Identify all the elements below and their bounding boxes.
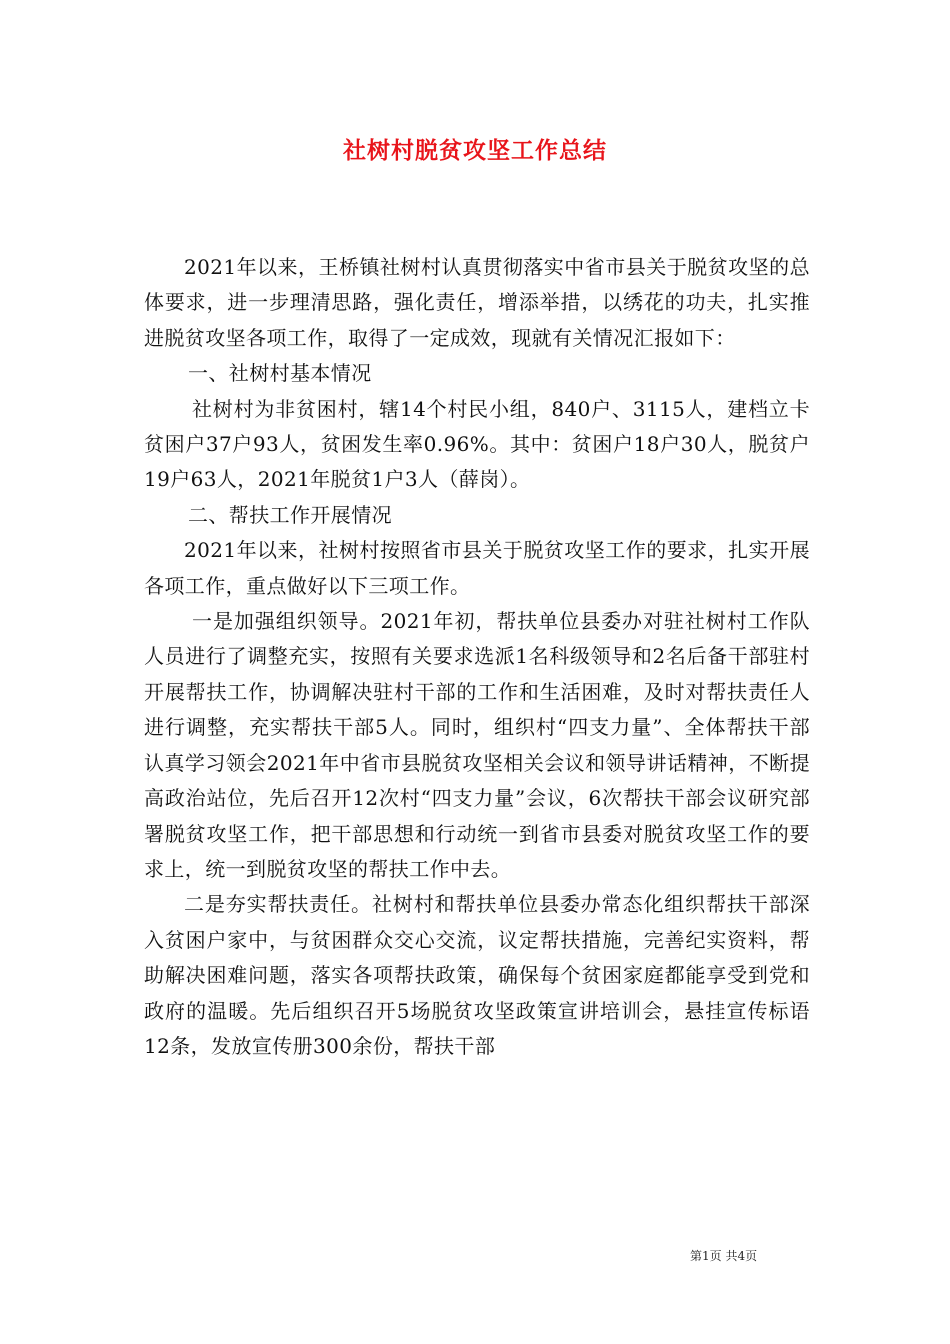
section-heading-1: 一、社树村基本情况	[188, 361, 372, 386]
document-body	[144, 250, 810, 1064]
paragraph-intro: 2021年以来，王桥镇社树村认真贯彻落实中省市县关于脱贫攻坚的总体要求，进一步理清思路，强化责任，增添举措，以绣花的功夫，扎实推进脱贫攻坚各项工作，取得了一定成效，现就有关情况汇报如下：	[144, 255, 810, 350]
paragraph-responsibility: 二是夯实帮扶责任。社树村和帮扶单位县委办常态化组织帮扶干部深入贫困户家中，与贫困群众交心交流，议定帮扶措施，完善纪实资料，帮助解决困难问题，落实各项帮扶政策，确保每个贫困家庭都能享受到党和政府的温暖。先后组织召开5场脱贫攻坚政策宣讲培训会，悬挂宣传标语12条，发放宣传册300余份，帮扶干部	[144, 892, 810, 1058]
document-title: 社树村脱贫攻坚工作总结	[343, 138, 607, 164]
paragraph-overview: 2021年以来，社树村按照省市县关于脱贫攻坚工作的要求，扎实开展各项工作，重点做好以下三项工作。	[144, 538, 810, 598]
page-number: 第1页 共4页	[690, 1249, 758, 1263]
paragraph-organization: 一是加强组织领导。2021年初，帮扶单位县委办对驻社树村工作队人员进行了调整充实，按照有关要求选派1名科级领导和2名后备干部驻村开展帮扶工作，协调解决驻村干部的工作和生活困难，及时对帮扶责任人进行调整，充实帮扶干部5人。同时，组织村“四支力量”、全体帮扶干部认真学习领会2021年中省市县脱贫攻坚相关会议和领导讲话精神，不断提高政治站位，先后召开12次村“四支力量”会议，6次帮扶干部会议研究部署脱贫攻坚工作，把干部思想和行动统一到省市县委对脱贫攻坚工作的要求上，统一到脱贫攻坚的帮扶工作中去。	[144, 609, 810, 881]
paragraph-basic-info: 社树村为非贫困村，辖14个村民小组，840户、3115人，建档立卡贫困户37户93人，贫困发生率0.96%。其中：贫困户18户30人，脱贫户19户63人，2021年脱贫1户3人（薛岗）。	[144, 396, 810, 492]
section-heading-2: 二、帮扶工作开展情况	[188, 502, 392, 527]
